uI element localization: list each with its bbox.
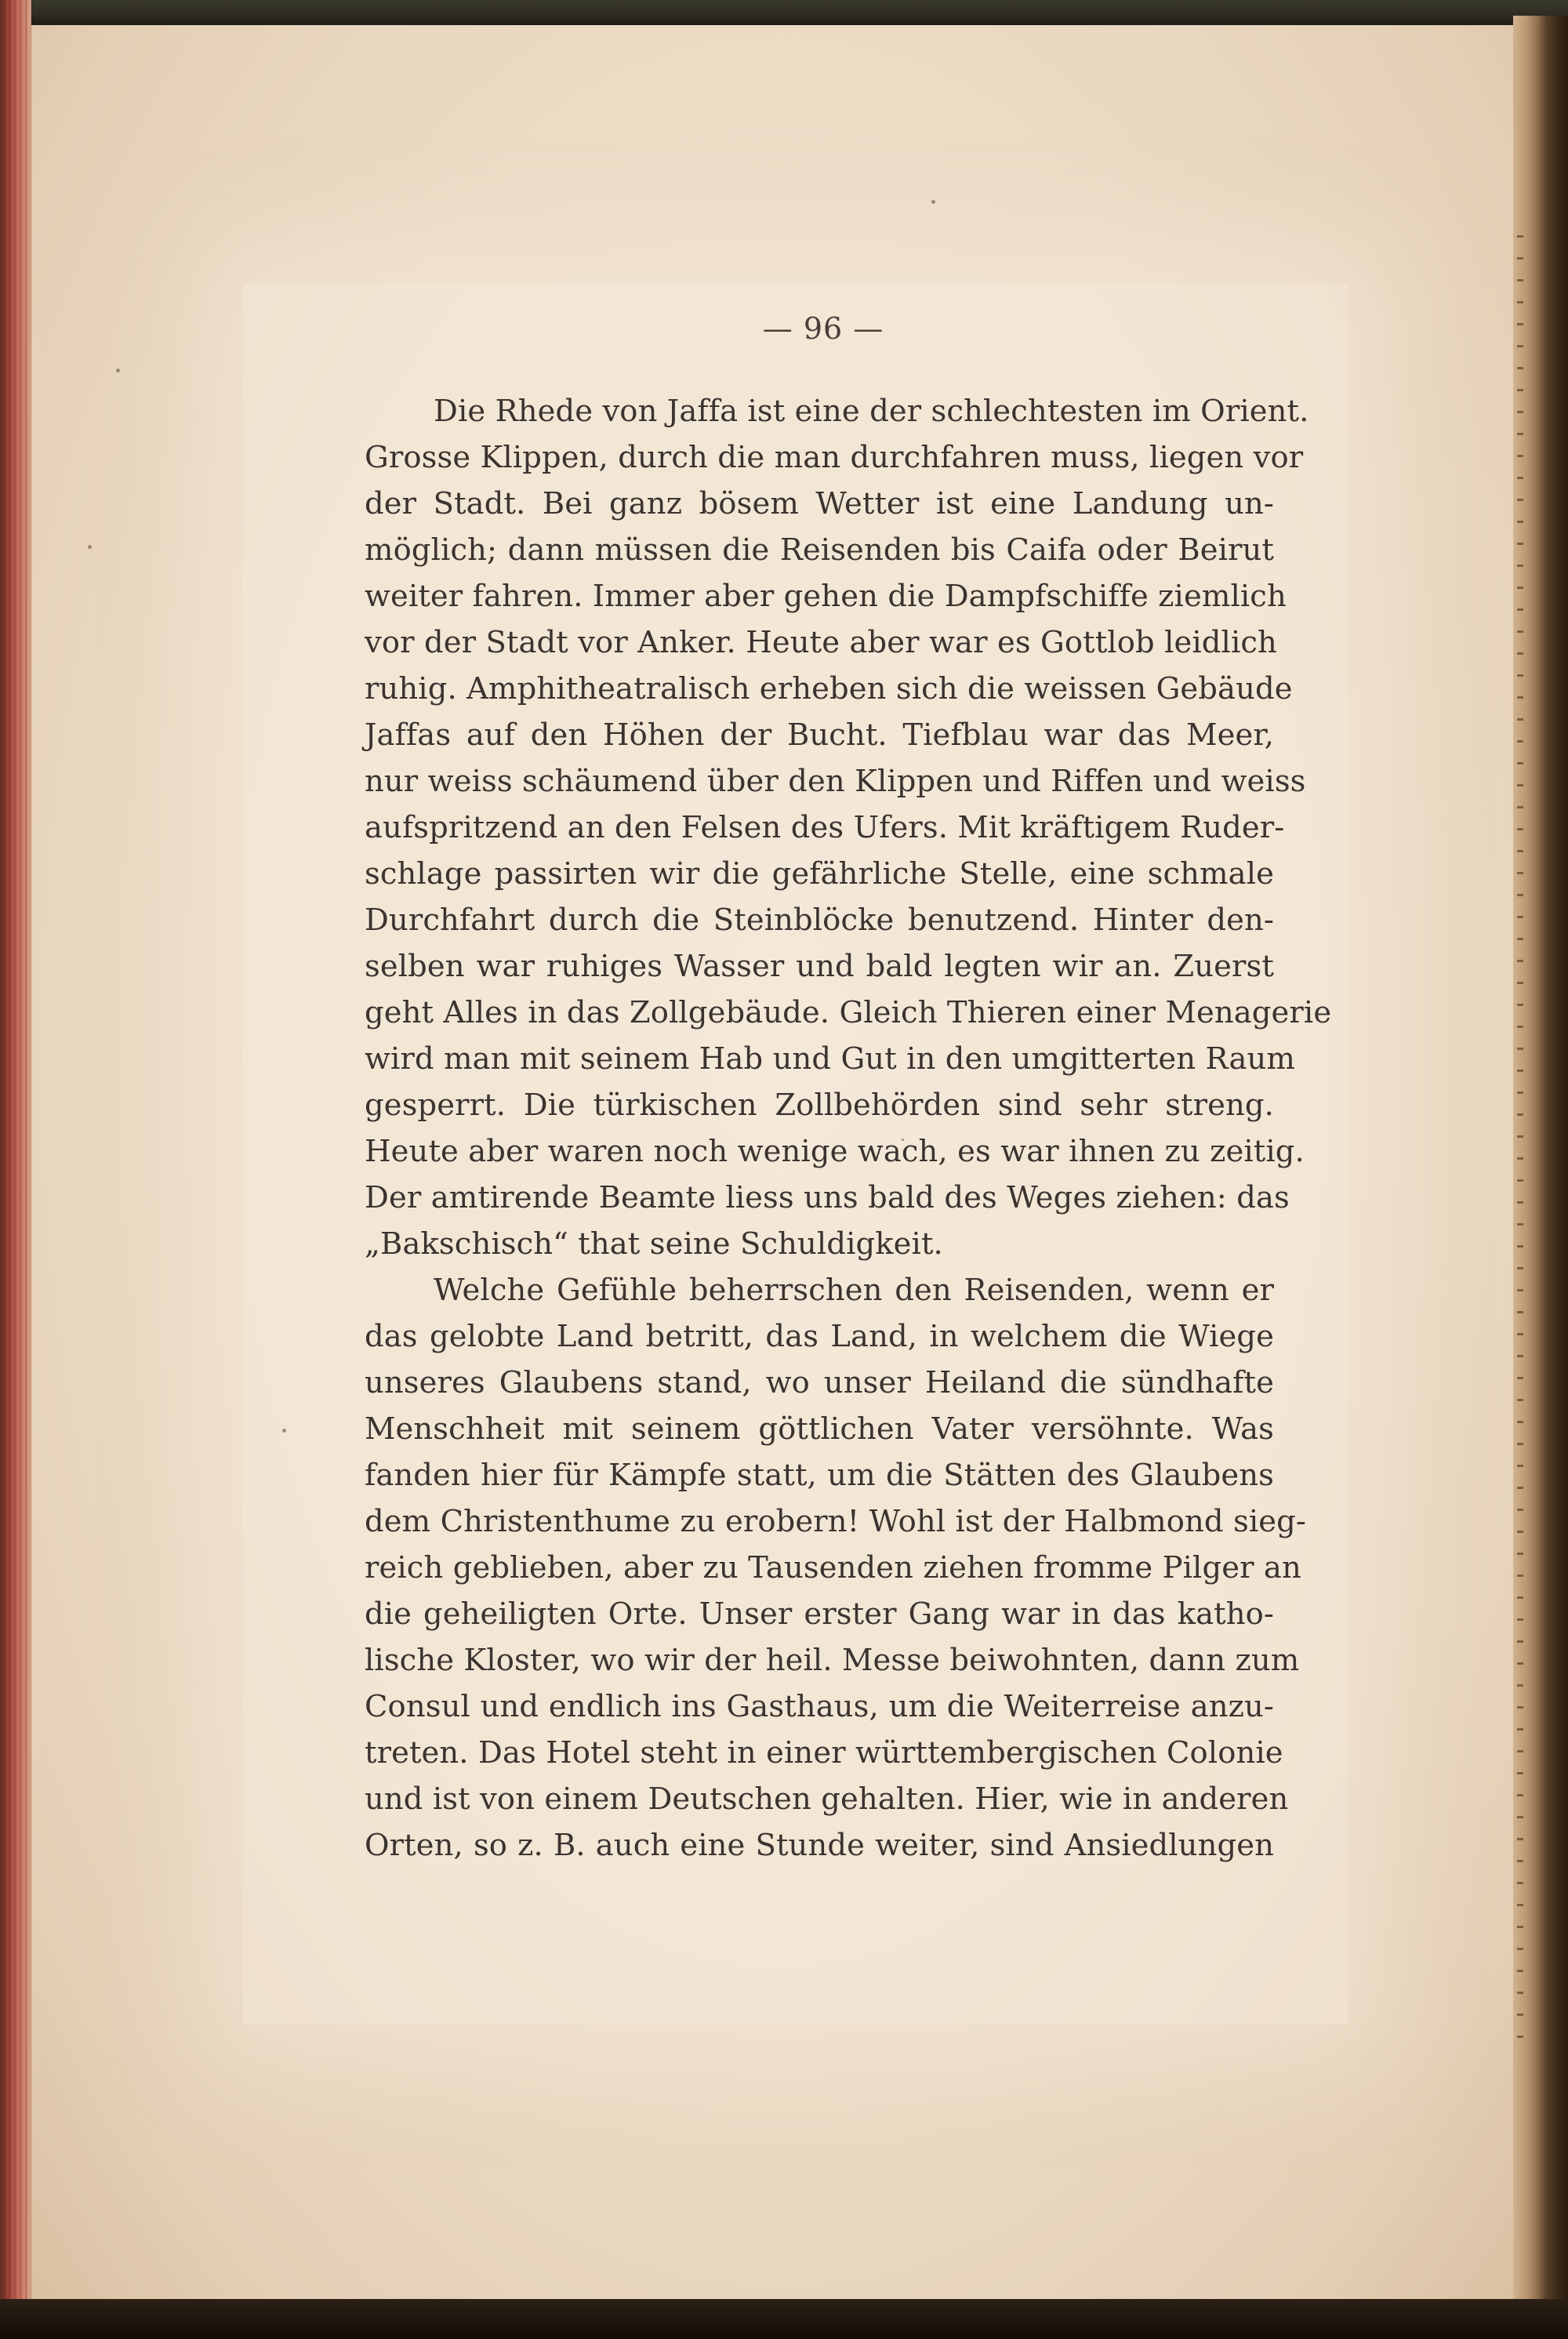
text-line: fanden hier für Kämpfe statt, um die Stätten des Glaubens: [365, 1458, 1274, 1493]
scan-bottom-shadow: [0, 2299, 1568, 2339]
text-line: schlage passirten wir die gefährliche Stelle, eine schmale: [365, 856, 1274, 892]
text-line: Menschheit mit seinem göttlichen Vater versöhnte. Was: [365, 1411, 1274, 1447]
text-line: treten. Das Hotel steht in einer württembergischen Colonie: [365, 1735, 1283, 1771]
text-line: gesperrt. Die türkischen Zollbehörden sind sehr streng.: [365, 1088, 1274, 1123]
paragraph: [365, 388, 1332, 1267]
text-line: möglich; dann müssen die Reisenden bis Caifa oder Beirut: [365, 532, 1274, 568]
text-line: aufspritzend an den Felsen des Ufers. Mit kräftigem Ruder-: [365, 810, 1285, 845]
body-text: [365, 388, 1332, 1869]
text-line: unseres Glaubens stand, wo unser Heiland die sündhafte: [365, 1365, 1274, 1400]
text-line: Consul und endlich ins Gasthaus, um die Weiterreise anzu-: [365, 1689, 1274, 1724]
paragraph: [365, 1267, 1306, 1869]
text-line: selben war ruhiges Wasser und bald legten wir an. Zuerst: [365, 949, 1274, 984]
text-line: Die Rhede von Jaffa ist eine der schlechtesten im Orient.: [434, 394, 1309, 429]
paper-speck: [116, 369, 120, 372]
page-number: — 96 —: [762, 311, 884, 346]
paper-speck: [282, 1429, 286, 1433]
text-line: der Stadt. Bei ganz bösem Wetter ist eine Landung un-: [365, 486, 1274, 521]
text-line: dem Christenthume zu erobern! Wohl ist der Halbmond sieg-: [365, 1504, 1306, 1539]
text-line: Grosse Klippen, durch die man durchfahren muss, liegen vor: [365, 440, 1304, 475]
text-line: vor der Stadt vor Anker. Heute aber war es Gottlob leidlich: [365, 625, 1277, 660]
binding-stitches: [1517, 235, 1523, 2039]
text-line: „Bakschisch“ that seine Schuldigkeit.: [365, 1226, 943, 1262]
text-line: nur weiss schäumend über den Klippen und Riffen und weiss: [365, 764, 1306, 799]
text-line: lische Kloster, wo wir der heil. Messe beiwohnten, dann zum: [365, 1643, 1300, 1678]
text-line: Orten, so z. B. auch eine Stunde weiter, sind Ansiedlungen: [365, 1828, 1274, 1863]
text-line: Der amtirende Beamte liess uns bald des Weges ziehen: das: [365, 1180, 1290, 1215]
paper-speck: [931, 200, 935, 204]
text-line: Welche Gefühle beherrschen den Reisenden, wenn er: [434, 1273, 1274, 1308]
text-line: die geheiligten Orte. Unser erster Gang war in das katho-: [365, 1596, 1274, 1632]
text-line: ruhig. Amphitheatralisch erheben sich die weissen Gebäude: [365, 671, 1293, 706]
text-line: und ist von einem Deutschen gehalten. Hier, wie in anderen: [365, 1781, 1289, 1817]
text-line: wird man mit seinem Hab und Gut in den umgitterten Raum: [365, 1041, 1296, 1077]
text-line: Jaffas auf den Höhen der Bucht. Tiefblau war das Meer,: [365, 717, 1274, 753]
book-cover-left-edge: [0, 0, 31, 2339]
book-cover-top-edge: [0, 0, 1568, 25]
text-line: das gelobte Land betritt, das Land, in welchem die Wiege: [365, 1319, 1274, 1354]
text-line: reich geblieben, aber zu Tausenden ziehen fromme Pilger an: [365, 1550, 1301, 1585]
text-line: Heute aber waren noch wenige wach, es war ihnen zu zeitig.: [365, 1134, 1305, 1169]
text-line: weiter fahren. Immer aber gehen die Dampfschiffe ziemlich: [365, 579, 1287, 614]
page-text: [365, 310, 1332, 1869]
text-line: geht Alles in das Zollgebäude. Gleich Thieren einer Menagerie: [365, 995, 1332, 1030]
paper-speck: [88, 545, 92, 549]
text-line: Durchfahrt durch die Steinblöcke benutzend. Hinter den-: [365, 903, 1274, 938]
